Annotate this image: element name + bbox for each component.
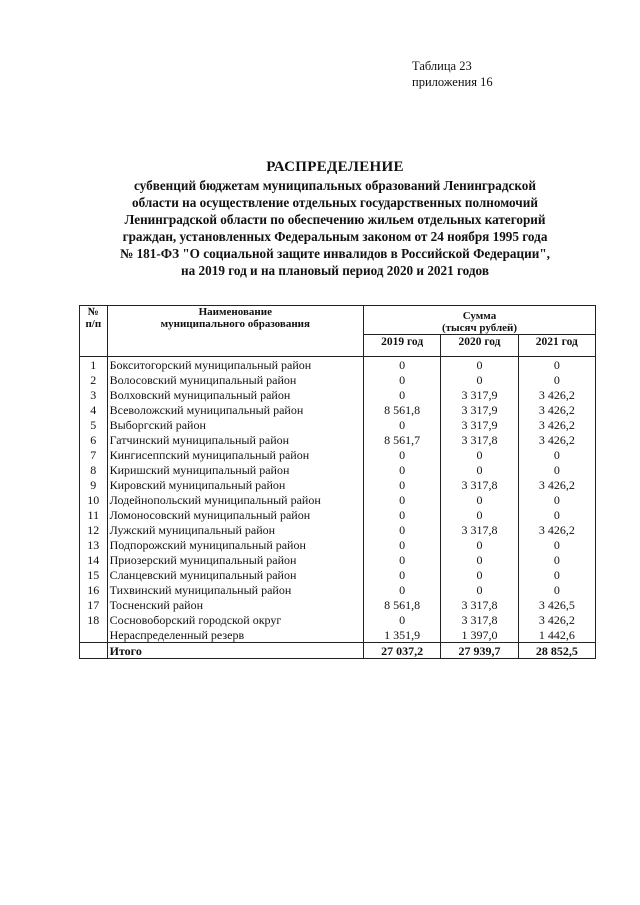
row-value-2021: 0	[518, 582, 595, 597]
table-row	[80, 477, 596, 492]
row-number: 1	[80, 357, 108, 373]
row-value-2021: 0	[518, 507, 595, 522]
row-value-2019: 0	[363, 567, 440, 582]
total-value-2021: 28 852,5	[518, 643, 595, 659]
row-number: 6	[80, 432, 108, 447]
reference-line-1: Таблица 23	[412, 59, 472, 73]
row-number: 15	[80, 567, 108, 582]
row-value-2021: 3 426,2	[518, 402, 595, 417]
heading-title: РАСПРЕДЕЛЕНИЕ	[266, 159, 404, 175]
heading-line: субвенций бюджетам муниципальных образований Ленинградской	[134, 178, 536, 193]
table-row	[80, 567, 596, 582]
row-value-2020: 3 317,8	[441, 612, 518, 627]
row-municipality-name: Кировский муниципальный район	[107, 477, 363, 492]
row-value-2019: 8 561,8	[363, 597, 440, 612]
row-value-2020: 1 397,0	[441, 627, 518, 643]
table-total-row	[80, 643, 596, 659]
row-value-2019: 0	[363, 357, 440, 373]
row-municipality-name: Лодейнопольский муниципальный район	[107, 492, 363, 507]
table-row	[80, 372, 596, 387]
heading-line: Ленинградской области по обеспечению жильем отдельных категорий	[124, 212, 546, 227]
row-value-2019: 0	[363, 552, 440, 567]
heading-line: граждан, установленных Федеральным законом от 24 ноября 1995 года	[122, 229, 548, 244]
row-value-2020: 0	[441, 447, 518, 462]
total-value-2019: 27 037,2	[363, 643, 440, 659]
row-municipality-name: Сосновоборский городской округ	[107, 612, 363, 627]
heading-line: № 181-ФЗ "О социальной защите инвалидов в Российской Федерации",	[120, 246, 550, 261]
table-row	[80, 402, 596, 417]
row-municipality-name: Тихвинский муниципальный район	[107, 582, 363, 597]
row-value-2021: 0	[518, 357, 595, 373]
row-municipality-name: Приозерский муниципальный район	[107, 552, 363, 567]
row-number: 7	[80, 447, 108, 462]
row-value-2019: 0	[363, 447, 440, 462]
row-value-2021: 3 426,2	[518, 432, 595, 447]
row-municipality-name: Нераспределенный резерв	[107, 627, 363, 643]
column-header-year-2020: 2020 год	[441, 335, 518, 357]
row-value-2021: 3 426,2	[518, 612, 595, 627]
column-header-number	[80, 306, 108, 357]
row-municipality-name: Всеволожский муниципальный район	[107, 402, 363, 417]
row-value-2020: 3 317,9	[441, 417, 518, 432]
row-municipality-name: Выборгский район	[107, 417, 363, 432]
total-value-2020: 27 939,7	[441, 643, 518, 659]
row-value-2019: 0	[363, 387, 440, 402]
row-value-2020: 0	[441, 537, 518, 552]
table-row	[80, 612, 596, 627]
table-row	[80, 462, 596, 477]
row-value-2019: 8 561,8	[363, 402, 440, 417]
row-number: 14	[80, 552, 108, 567]
column-header-name	[107, 306, 363, 357]
row-value-2020: 0	[441, 372, 518, 387]
row-municipality-name: Кингисеппский муниципальный район	[107, 447, 363, 462]
row-value-2021: 3 426,5	[518, 597, 595, 612]
row-number: 13	[80, 537, 108, 552]
row-value-2020: 0	[441, 507, 518, 522]
row-number: 3	[80, 387, 108, 402]
row-value-2021: 3 426,2	[518, 417, 595, 432]
table-row	[80, 387, 596, 402]
row-value-2019: 1 351,9	[363, 627, 440, 643]
row-number: 10	[80, 492, 108, 507]
table-body	[80, 357, 596, 659]
table-reference	[412, 58, 493, 90]
row-municipality-name: Бокситогорский муниципальный район	[107, 357, 363, 373]
table-row	[80, 357, 596, 373]
column-header-sum	[363, 306, 595, 335]
row-municipality-name: Гатчинский муниципальный район	[107, 432, 363, 447]
table-row	[80, 627, 596, 643]
distribution-table	[79, 305, 596, 659]
row-value-2021: 0	[518, 537, 595, 552]
column-header-number-line-1: №	[87, 306, 99, 318]
row-value-2020: 0	[441, 567, 518, 582]
row-number: 12	[80, 522, 108, 537]
row-number: 16	[80, 582, 108, 597]
row-value-2020: 3 317,8	[441, 522, 518, 537]
row-value-2019: 0	[363, 477, 440, 492]
document-heading	[60, 158, 610, 279]
row-value-2020: 3 317,9	[441, 387, 518, 402]
row-number: 5	[80, 417, 108, 432]
column-header-year-2021: 2021 год	[518, 335, 595, 357]
table-row	[80, 537, 596, 552]
row-number	[80, 627, 108, 643]
heading-line: области на осуществление отдельных государственных полномочий	[132, 195, 538, 210]
row-value-2019: 0	[363, 417, 440, 432]
row-value-2020: 0	[441, 492, 518, 507]
row-value-2019: 0	[363, 612, 440, 627]
row-value-2020: 3 317,8	[441, 432, 518, 447]
row-value-2020: 0	[441, 462, 518, 477]
table-row	[80, 417, 596, 432]
column-header-sum-line-2: (тысяч рублей)	[441, 322, 518, 334]
total-number	[80, 643, 108, 659]
row-value-2021: 0	[518, 462, 595, 477]
row-municipality-name: Подпорожский муниципальный район	[107, 537, 363, 552]
column-header-year-2019: 2019 год	[363, 335, 440, 357]
table-row	[80, 597, 596, 612]
column-header-number-line-2: п/п	[85, 318, 102, 330]
row-value-2021: 0	[518, 447, 595, 462]
column-header-sum-line-1: Сумма	[462, 310, 497, 322]
row-value-2020: 0	[441, 582, 518, 597]
row-value-2021: 0	[518, 567, 595, 582]
row-value-2019: 0	[363, 507, 440, 522]
table-row	[80, 492, 596, 507]
row-number: 17	[80, 597, 108, 612]
row-number: 9	[80, 477, 108, 492]
row-value-2020: 0	[441, 552, 518, 567]
row-municipality-name: Волосовский муниципальный район	[107, 372, 363, 387]
total-label: Итого	[107, 643, 363, 659]
row-number: 4	[80, 402, 108, 417]
row-municipality-name: Тосненский район	[107, 597, 363, 612]
table-row	[80, 432, 596, 447]
table-row	[80, 507, 596, 522]
table-row	[80, 582, 596, 597]
row-value-2019: 0	[363, 372, 440, 387]
row-value-2021: 0	[518, 552, 595, 567]
row-number: 2	[80, 372, 108, 387]
row-value-2021: 0	[518, 372, 595, 387]
column-header-name-line-1: Наименование	[198, 306, 272, 318]
row-value-2020: 3 317,8	[441, 597, 518, 612]
row-value-2020: 3 317,9	[441, 402, 518, 417]
row-value-2020: 0	[441, 357, 518, 373]
row-number: 18	[80, 612, 108, 627]
row-municipality-name: Лужский муниципальный район	[107, 522, 363, 537]
row-value-2021: 1 442,6	[518, 627, 595, 643]
row-value-2020: 3 317,8	[441, 477, 518, 492]
row-number: 8	[80, 462, 108, 477]
row-value-2019: 0	[363, 522, 440, 537]
row-value-2021: 3 426,2	[518, 387, 595, 402]
row-municipality-name: Сланцевский муниципальный район	[107, 567, 363, 582]
column-header-name-line-2: муниципального образования	[160, 318, 310, 330]
reference-line-2: приложения 16	[412, 75, 493, 89]
row-municipality-name: Киришский муниципальный район	[107, 462, 363, 477]
heading-line: на 2019 год и на плановый период 2020 и 2021 годов	[181, 263, 489, 278]
table-row	[80, 447, 596, 462]
row-value-2021: 0	[518, 492, 595, 507]
table-row	[80, 552, 596, 567]
row-value-2019: 0	[363, 537, 440, 552]
row-municipality-name: Ломоносовский муниципальный район	[107, 507, 363, 522]
row-municipality-name: Волховский муниципальный район	[107, 387, 363, 402]
row-value-2019: 8 561,7	[363, 432, 440, 447]
row-value-2019: 0	[363, 462, 440, 477]
row-value-2021: 3 426,2	[518, 522, 595, 537]
row-number: 11	[80, 507, 108, 522]
row-value-2019: 0	[363, 582, 440, 597]
row-value-2021: 3 426,2	[518, 477, 595, 492]
table-header-row	[80, 306, 596, 335]
table-row	[80, 522, 596, 537]
row-value-2019: 0	[363, 492, 440, 507]
